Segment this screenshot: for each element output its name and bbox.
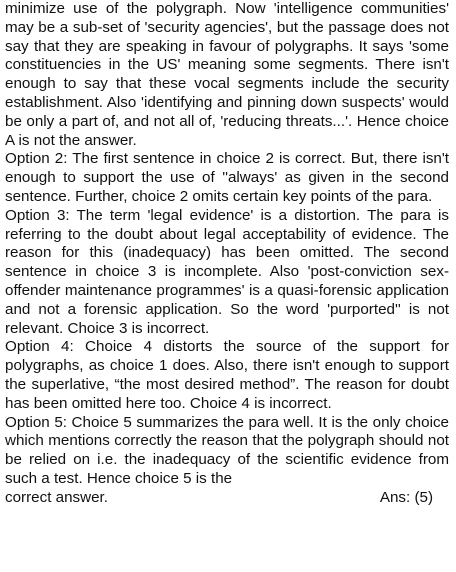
paragraph-option-3: Option 3: The term 'legal evidence' is a distortion. The para is referring to the doubt about legal acceptability of evidence. The reason for this (inadequacy) has been omitted. The second sentence in choice 3 is incomplete. Also 'post-conviction sex-offender maintenance programmes' is a quasi-forensic application and not a forensic application. So the word 'purported'' is not relevant. Choice 3 is incorrect. bbox=[5, 206, 449, 337]
explanation-text bbox=[5, 0, 449, 508]
paragraph-option-5 bbox=[5, 414, 449, 508]
answer-line-text: correct answer. bbox=[5, 488, 108, 506]
paragraph-option-4: Option 4: Choice 4 distorts the source of the support for polygraphs, as choice 1 does. Also, there isn't enough to support the superlative, “the most desired method”. The reason for doubt has been omitted here too. Choice 4 is incorrect. bbox=[5, 338, 449, 412]
answer-line bbox=[5, 489, 449, 508]
answer-key: Ans: (5) bbox=[379, 488, 433, 506]
paragraph-option-1-continued: minimize use of the polygraph. Now 'intelligence communities' may be a sub-set of 'security agencies', but the passage does not say that they are speaking in favour of polygraphs. It says 'some constituencies in the US' meaning some segments. There isn't enough to say that these vocal segments include the security establishment. Also 'identifying and pinning down suspects' would be only a part of, and not all of, 'reducing threats...'. Hence choice A is not the answer. bbox=[5, 0, 449, 149]
paragraph-option-2: Option 2: The first sentence in choice 2 is correct. But, there isn't enough to support the use of ''always' as given in the second sentence. Further, choice 2 omits certain key points of the para. bbox=[5, 150, 449, 205]
paragraph-option-5-body: Option 5: Choice 5 summarizes the para well. It is the only choice which mentions correctly the reason that the polygraph should not be relied on i.e. the inadequacy of the scientific evidence from such a test. Hence choice 5 is the bbox=[5, 413, 449, 487]
